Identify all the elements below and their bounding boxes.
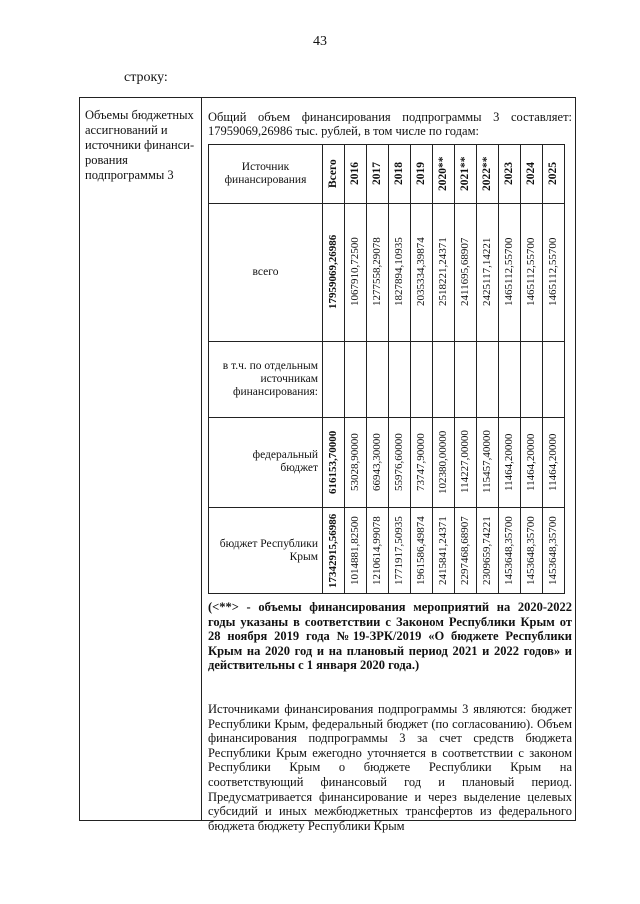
table-cell xyxy=(432,341,454,417)
table-cell: 53028,90000 xyxy=(349,433,361,491)
column-header: 2025 xyxy=(547,162,559,186)
row-label: всего xyxy=(252,265,279,278)
table-cell: 1465112,55700 xyxy=(547,237,559,307)
table-cell: 1771917,50935 xyxy=(393,516,405,586)
row-label: федеральный бюджет xyxy=(252,449,318,474)
column-header: 2019 xyxy=(415,162,427,186)
column-divider xyxy=(542,145,543,593)
table-cell xyxy=(498,341,520,417)
table-cell: 1453648,35700 xyxy=(503,516,515,586)
row-divider xyxy=(209,507,564,508)
table-cell xyxy=(344,341,366,417)
column-divider xyxy=(476,145,477,593)
column-header: 2016 xyxy=(349,162,361,186)
table-cell: 1961586,49874 xyxy=(415,516,427,586)
column-divider xyxy=(344,145,345,593)
column-header: 2017 xyxy=(371,162,383,186)
table-cell: 1277558,29078 xyxy=(371,237,383,307)
column-header: 2023 xyxy=(503,162,515,186)
table-cell xyxy=(542,341,564,417)
column-divider xyxy=(432,145,433,593)
column-divider xyxy=(498,145,499,593)
table-cell: 1827894,10935 xyxy=(393,237,405,307)
table-cell: 2415841,24371 xyxy=(437,516,449,586)
table-cell: 66943,30000 xyxy=(371,433,383,491)
table-cell: 17342915,56986 xyxy=(327,513,339,589)
table-cell xyxy=(454,341,476,417)
table-cell: 55976,60000 xyxy=(393,433,405,491)
table-cell: 102380,00000 xyxy=(437,430,449,494)
table-cell xyxy=(410,341,432,417)
table-cell: 11464,20000 xyxy=(547,433,559,491)
row-divider xyxy=(209,341,564,342)
table-cell xyxy=(388,341,410,417)
financing-summary: Общий объем финансирования подпрограммы 3 составляет: 17959069,26986 тыс. рублей, в том числе по годам: xyxy=(208,110,572,138)
table-cell: 2411695,68907 xyxy=(459,237,471,307)
column-divider xyxy=(410,145,411,593)
row-label: бюджет Республики Крым xyxy=(219,538,318,563)
table-cell: 2518221,24371 xyxy=(437,237,449,307)
outer-table xyxy=(79,97,576,833)
intro-text: строку: xyxy=(124,70,168,85)
financing-table xyxy=(208,144,565,594)
table-cell: 1465112,55700 xyxy=(503,237,515,307)
page-number: 43 xyxy=(313,34,327,49)
table-cell: 1210614,99078 xyxy=(371,516,383,586)
column-header: Всего xyxy=(327,159,339,189)
row-label: в т.ч. по отдельным источникам финансирования: xyxy=(222,359,318,398)
column-divider xyxy=(322,145,323,593)
table-cell xyxy=(520,341,542,417)
sources-paragraph: Источниками финансирования подпрограммы 3 являются: бюджет Республики Крым, федеральный бюджет (по согласованию). Объем финансирования подпрограммы 3 за счет средств бюджета Республики Крым ежегодно уточняется в соответствии с законом Республики Крым о бюджете Республики Крым на соответствующий финансовый год и плановый период. Предусматривается финансирование и через выделение целевых субсидий и иных межбюджетных трансфертов из федерального бюджета бюджету Республики Крым xyxy=(208,702,572,833)
column-divider xyxy=(388,145,389,593)
table-cell: 2309659,74221 xyxy=(481,516,493,586)
table-cell: 73747,90000 xyxy=(415,433,427,491)
column-header: 2024 xyxy=(525,162,537,186)
table-cell: 1453648,35700 xyxy=(547,516,559,586)
table-cell xyxy=(366,341,388,417)
table-cell: 2297468,68907 xyxy=(459,516,471,586)
table-cell: 11464,20000 xyxy=(503,433,515,491)
table-cell: 2035334,39874 xyxy=(415,237,427,307)
column-header: 2018 xyxy=(393,162,405,186)
footnote: (<**> - объемы финансирования мероприятий на 2020-2022 годы указаны в соответствии с Законом Республики Крым от 28 ноября 2019 года №19-ЗРК/2019 «О бюджете Республики Крым на 2020 год и на плановый период 2021 и 2022 годов» и действительны с 1 января 2020 года.) xyxy=(208,600,572,672)
table-cell: 114227,00000 xyxy=(459,430,471,494)
column-divider xyxy=(201,98,202,820)
header-label: Источник финансирования xyxy=(224,161,307,186)
table-cell: 1453648,35700 xyxy=(525,516,537,586)
table-cell xyxy=(322,341,344,417)
column-header: 2020** xyxy=(437,156,449,192)
table-cell: 616153,70000 xyxy=(327,430,339,494)
table-cell xyxy=(476,341,498,417)
column-divider xyxy=(454,145,455,593)
left-column-label: Объемы бюджетных ассигнований и источники финанси-рования подпрограммы 3 xyxy=(85,108,195,182)
table-cell: 1014881,82500 xyxy=(349,516,361,586)
column-header: 2022** xyxy=(481,156,493,192)
column-divider xyxy=(520,145,521,593)
table-cell: 1465112,55700 xyxy=(525,237,537,307)
row-divider xyxy=(209,417,564,418)
table-cell: 115457,40000 xyxy=(481,430,493,494)
table-cell: 2425117,14221 xyxy=(481,237,493,307)
table-cell: 17959069,26986 xyxy=(327,234,339,310)
column-header: 2021** xyxy=(459,156,471,192)
column-divider xyxy=(366,145,367,593)
table-cell: 1067910,72500 xyxy=(349,237,361,307)
row-divider xyxy=(209,203,564,204)
table-cell: 11464,20000 xyxy=(525,433,537,491)
